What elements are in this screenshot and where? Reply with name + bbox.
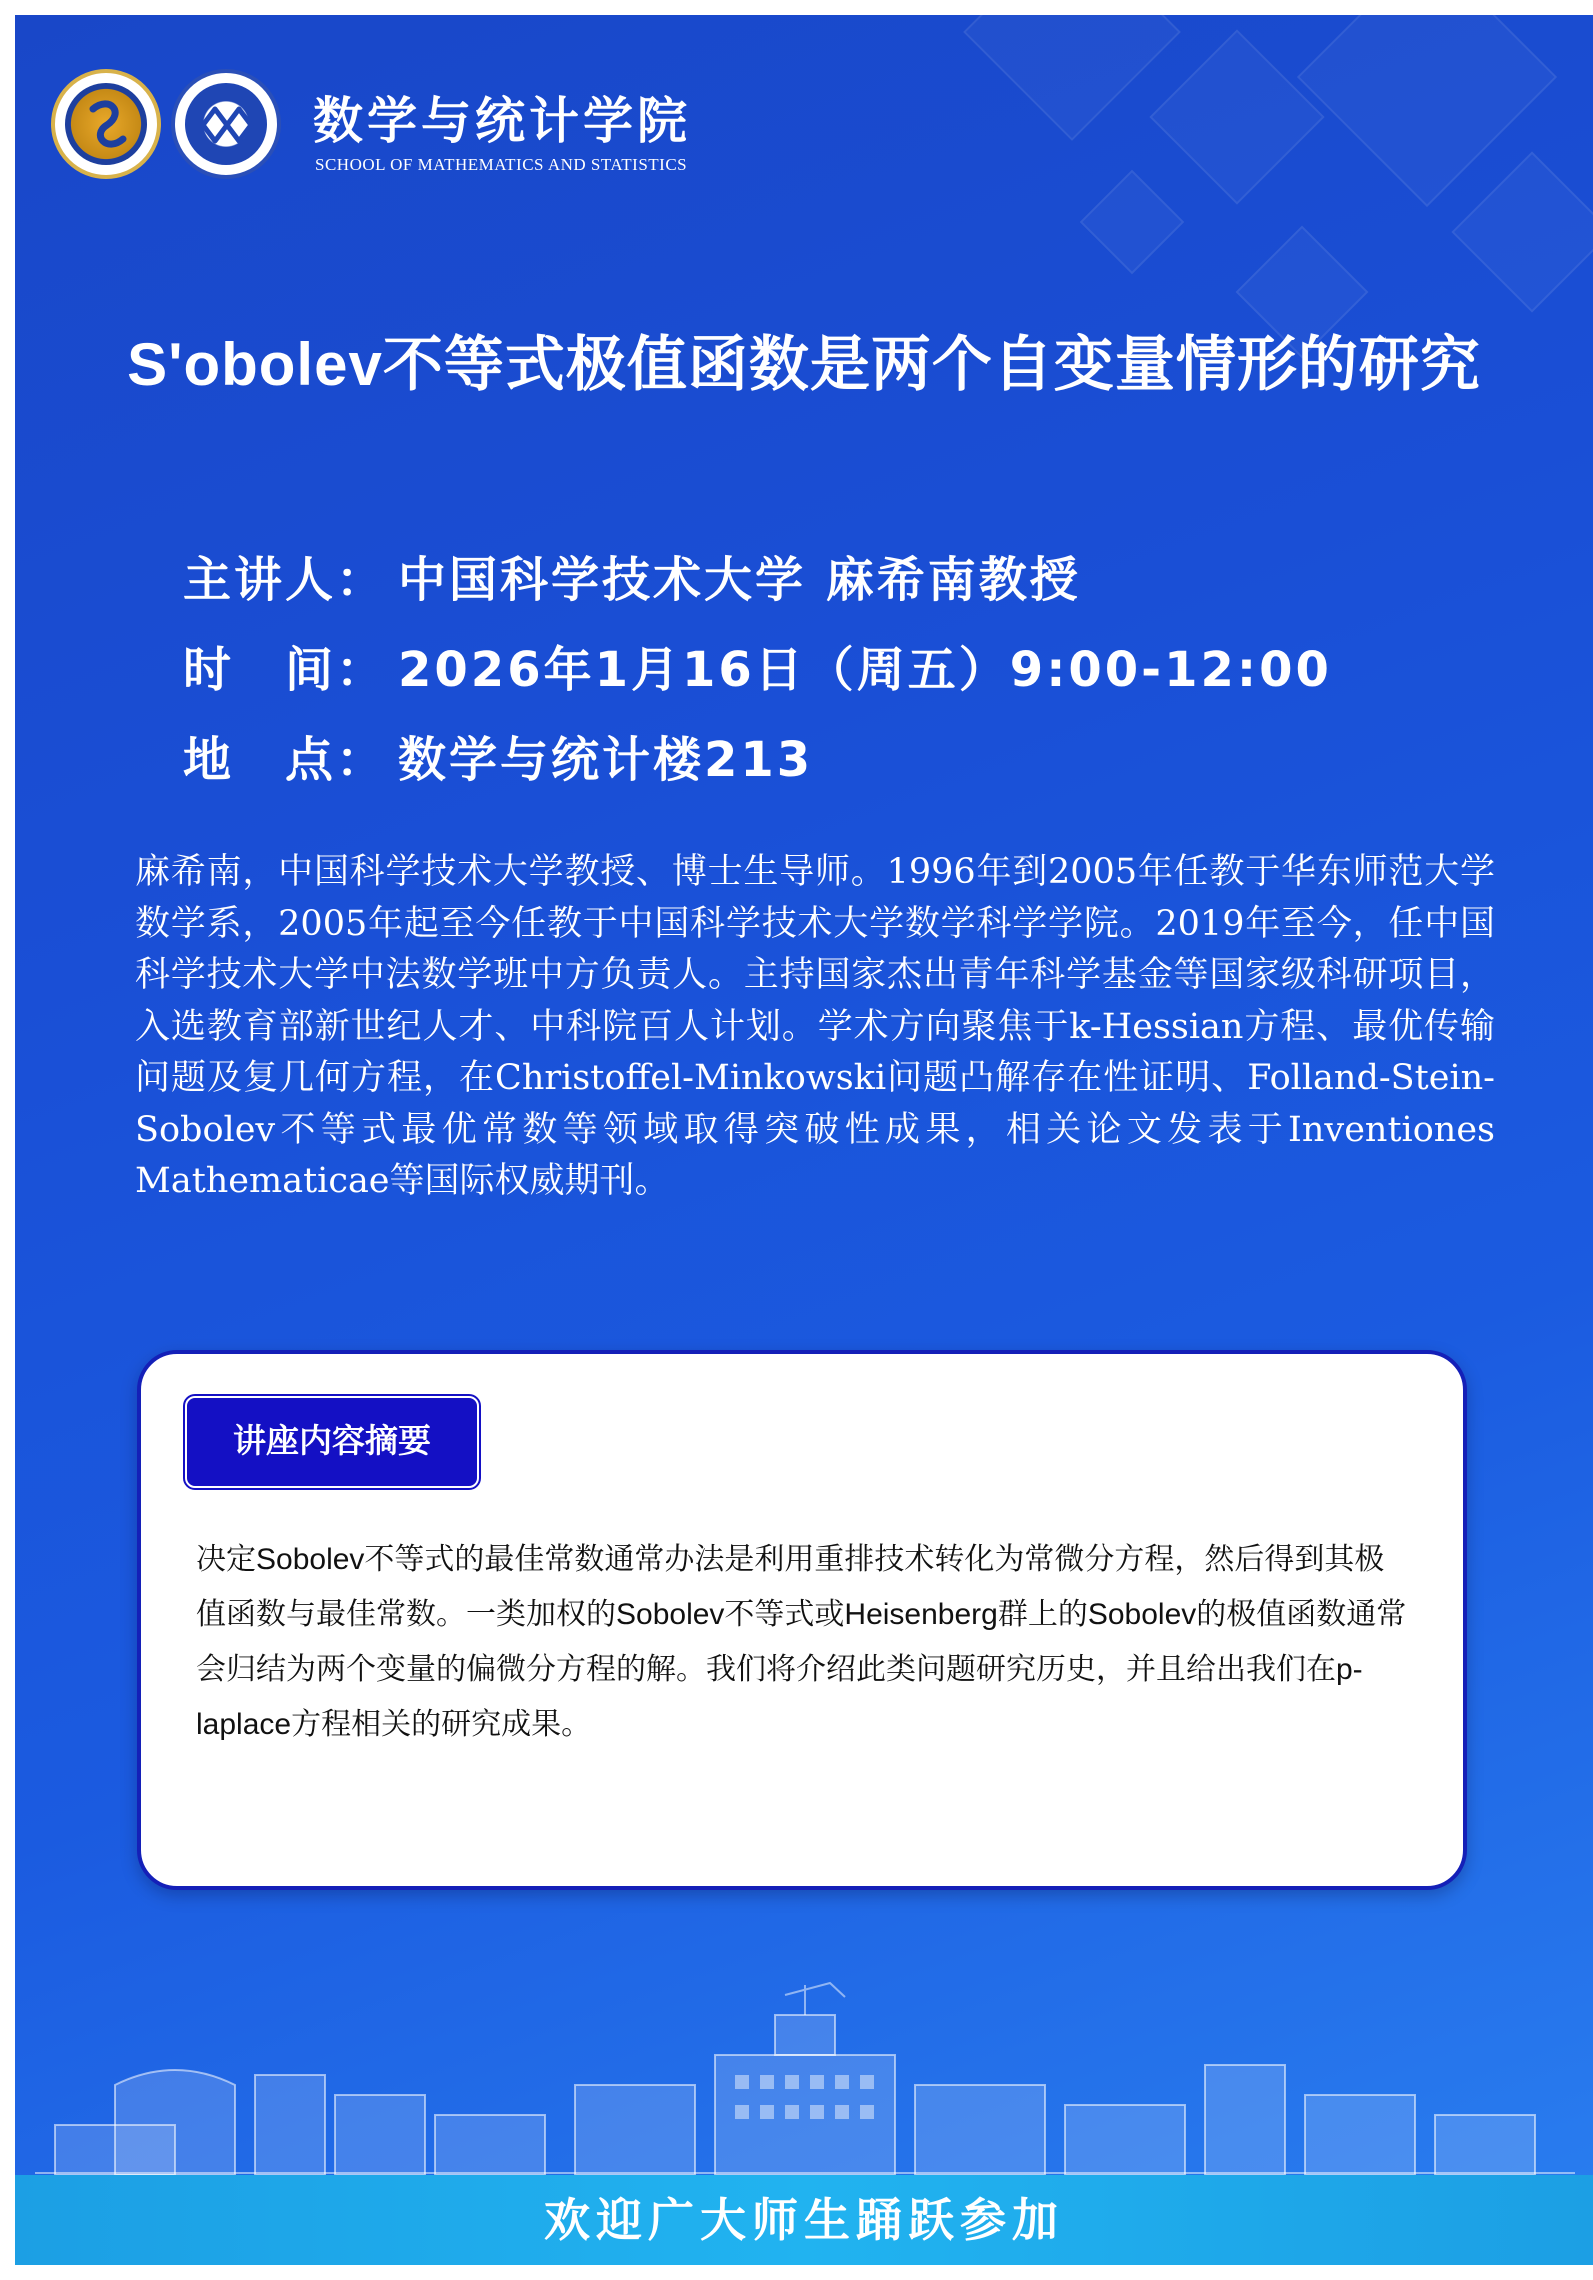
time-label: 时 间： [183, 642, 388, 698]
time-value: 2026年1月16日（周五）9:00-12:00 [398, 642, 1332, 698]
footer-band [15, 2175, 1593, 2265]
decor-diamond [1080, 170, 1185, 275]
footer-text: 欢迎广大师生踊跃参加 [544, 2193, 1064, 2247]
decor-diamond [963, 15, 1181, 141]
decor-diamond [1149, 29, 1324, 204]
school-name-cn: 数学与统计学院 [313, 91, 691, 150]
abstract-tag: 讲座内容摘要 [185, 1396, 479, 1488]
abstract-card [137, 1350, 1467, 1890]
decor-diamond [1451, 151, 1593, 312]
lecture-title: S'obolev不等式极值函数是两个自变量情形的研究 [127, 331, 1481, 398]
time-row [183, 625, 1332, 715]
place-label: 地 点： [183, 732, 388, 788]
speaker-label: 主讲人： [183, 552, 388, 608]
place-row [183, 715, 1332, 805]
school-name-en: SCHOOL OF MATHEMATICS AND STATISTICS [315, 155, 688, 174]
school-emblem-icon [171, 69, 281, 179]
speaker-value: 中国科学技术大学 麻希南教授 [398, 552, 1081, 608]
speaker-bio: 麻希南，中国科学技术大学教授、博士生导师。1996年到2005年任教于华东师范大学数学系，2005年起至今任教于中国科学技术大学数学科学学院。2019年至今，任中国科学技术大学中法数学班中方负责人。主持国家杰出青年科学基金等国家级科研项目，入选教育部新世纪人才、中科院百人计划。学术方向聚焦于k-Hessian方程、最优传输问题及复几何方程，在Christoffel-Minkowski问题凸解存在性证明、Folland-Stein-Sobolev不等式最优常数等领域取得突破性成果，相关论文发表于Inventiones Mathematicae等国际权威期刊。 [135, 852, 1495, 1201]
poster [15, 15, 1593, 2265]
university-seal-icon [51, 69, 161, 179]
header [35, 67, 935, 187]
lecture-info [183, 535, 1332, 805]
campus-skyline-icon [15, 1975, 1593, 2175]
speaker-row [183, 535, 1332, 625]
abstract-text: 决定Sobolev不等式的最佳常数通常办法是利用重排技术转化为常微分方程，然后得到其极值函数与最佳常数。一类加权的Sobolev不等式或Heisenberg群上的Sobolev的极值函数通常会归结为两个变量的偏微分方程的解。我们将介绍此类问题研究历史，并且给出我们在p-laplace方程相关的研究成果。 [196, 1543, 1407, 1741]
place-value: 数学与统计楼213 [398, 732, 814, 788]
